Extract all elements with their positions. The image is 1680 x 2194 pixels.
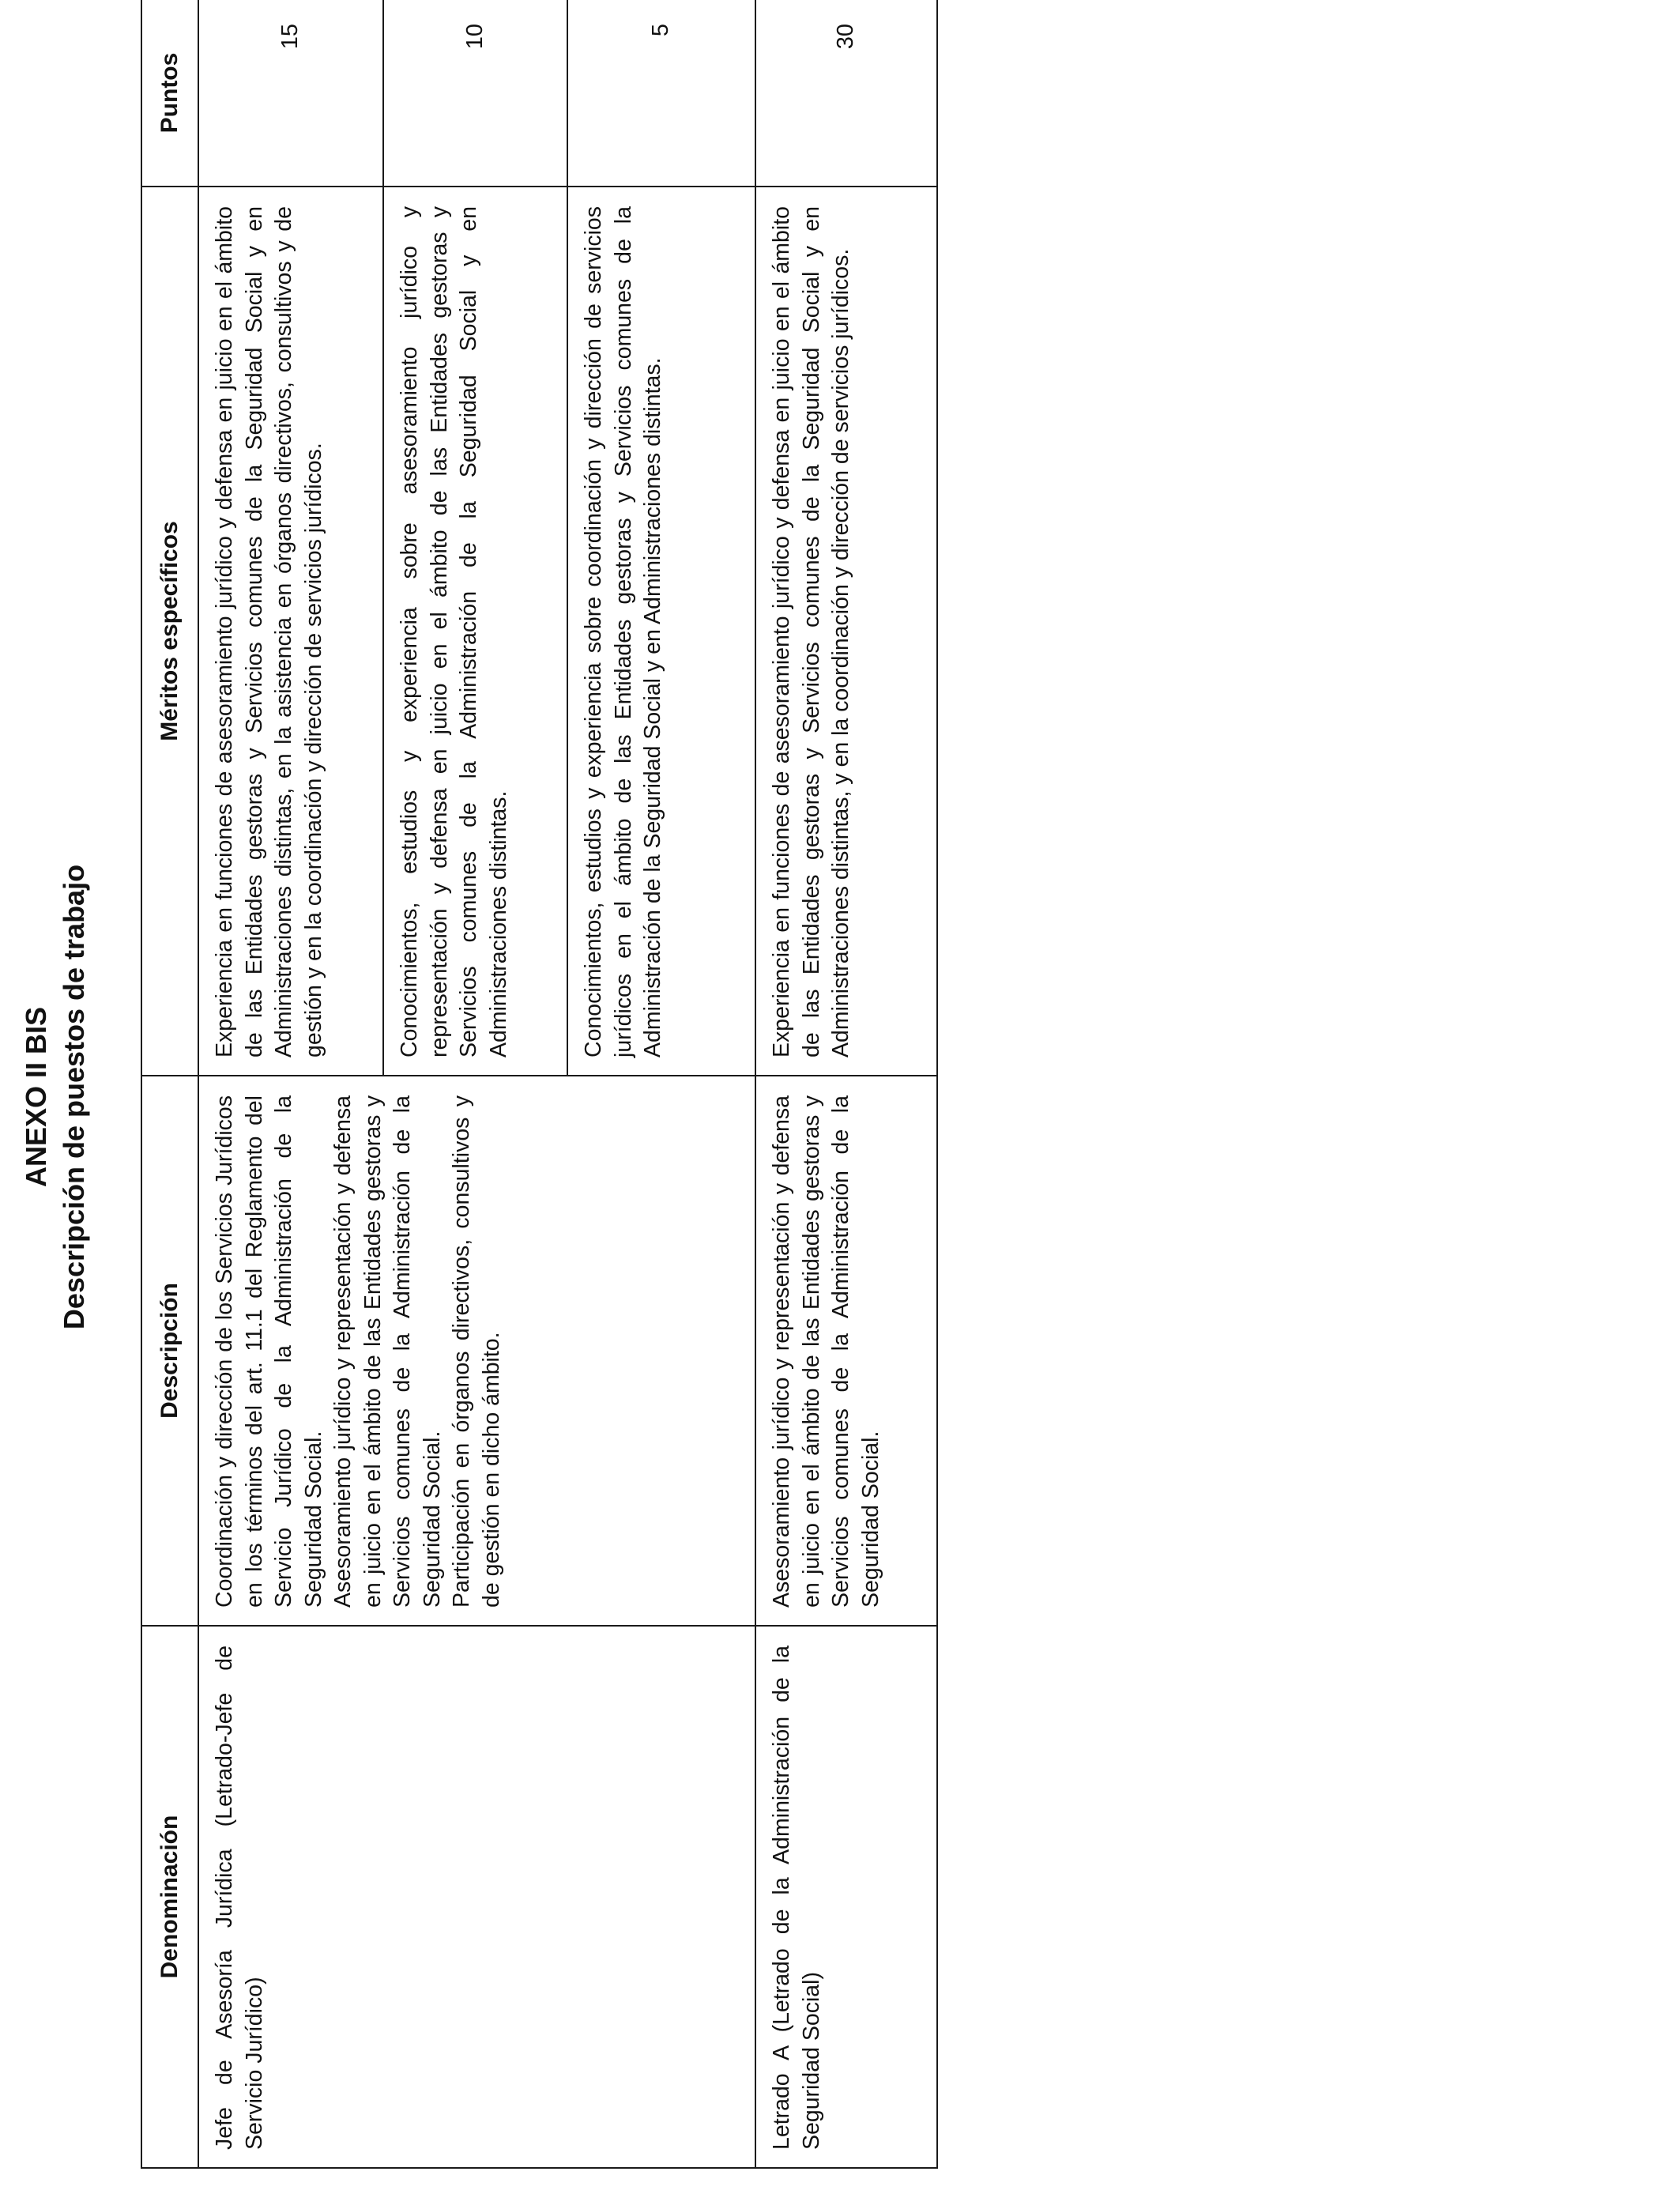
annex-title: ANEXO II BIS <box>20 1006 52 1188</box>
column-header-descripcion: Descripción <box>141 1076 198 1626</box>
column-header-denominacion: Denominación <box>141 1626 198 2168</box>
column-header-meritos: Méritos específicos <box>141 187 198 1076</box>
table-row <box>755 0 937 2168</box>
puntos-cell: 15 <box>198 0 383 187</box>
puntos-cell: 5 <box>567 0 755 187</box>
descripcion-paragraph: Coordinación y dirección de los Servicios Jurídicos en los términos del art. 11.1 del Reglamento del Servicio Jurídico de la Administración de la Seguridad Social. <box>212 1095 326 1608</box>
puntos-cell: 10 <box>383 0 567 187</box>
table-header-row <box>141 0 198 2168</box>
table-row <box>198 0 383 2168</box>
meritos-cell: Experiencia en funciones de asesoramiento jurídico y defensa en juicio en el ámbito de las Entidades gestoras y Servicios comunes de la Seguridad Social y en Administraciones distintas, en la asistencia en órganos directivos, consultivos y de gestión y en la coordinación y dirección de servicios jurídicos. <box>198 187 383 1076</box>
column-header-puntos: Puntos <box>141 0 198 187</box>
descripcion-paragraph: Asesoramiento jurídico y representación y defensa en juicio en el ámbito de las Entidades gestoras y Servicios comunes de la Administración de la Seguridad Social. <box>769 1095 883 1608</box>
puntos-cell: 30 <box>755 0 937 187</box>
descripcion-paragraph: Participación en órganos directivos, consultivos y de gestión en dicho ámbito. <box>449 1095 504 1608</box>
descripcion-cell <box>755 1076 937 1626</box>
document-header <box>17 0 93 2194</box>
meritos-cell: Experiencia en funciones de asesoramiento jurídico y defensa en juicio en el ámbito de las Entidades gestoras y Servicios comunes de la Seguridad Social y en Administraciones distintas, y en la coordinación y dirección de servicios jurídicos. <box>755 187 937 1076</box>
annex-subtitle: Descripción de puestos de trabajo <box>58 864 90 1330</box>
meritos-cell: Conocimientos, estudios y experiencia sobre coordinación y dirección de servicios jurídicos en el ámbito de las Entidades gestoras y Servicios comunes de la Administración de la Seguridad Social y en Administraciones distintas. <box>567 187 755 1076</box>
denominacion-cell: Letrado A (Letrado de la Administración de la Seguridad Social) <box>755 1626 937 2168</box>
descripcion-paragraph: Asesoramiento jurídico y representación y defensa en juicio en el ámbito de las Entidades gestoras y Servicios comunes de la Administración de la Seguridad Social. <box>330 1095 445 1608</box>
descripcion-cell <box>198 1076 755 1626</box>
job-description-table <box>141 0 938 2169</box>
meritos-cell: Conocimientos, estudios y experiencia sobre asesoramiento jurídico y representación y defensa en juicio en el ámbito de las Entidades gestoras y Servicios comunes de la Administración de la Seguridad Social y en Administraciones distintas. <box>383 187 567 1076</box>
denominacion-cell: Jefe de Asesoría Jurídica (Letrado-Jefe de Servicio Jurídico) <box>198 1626 755 2168</box>
